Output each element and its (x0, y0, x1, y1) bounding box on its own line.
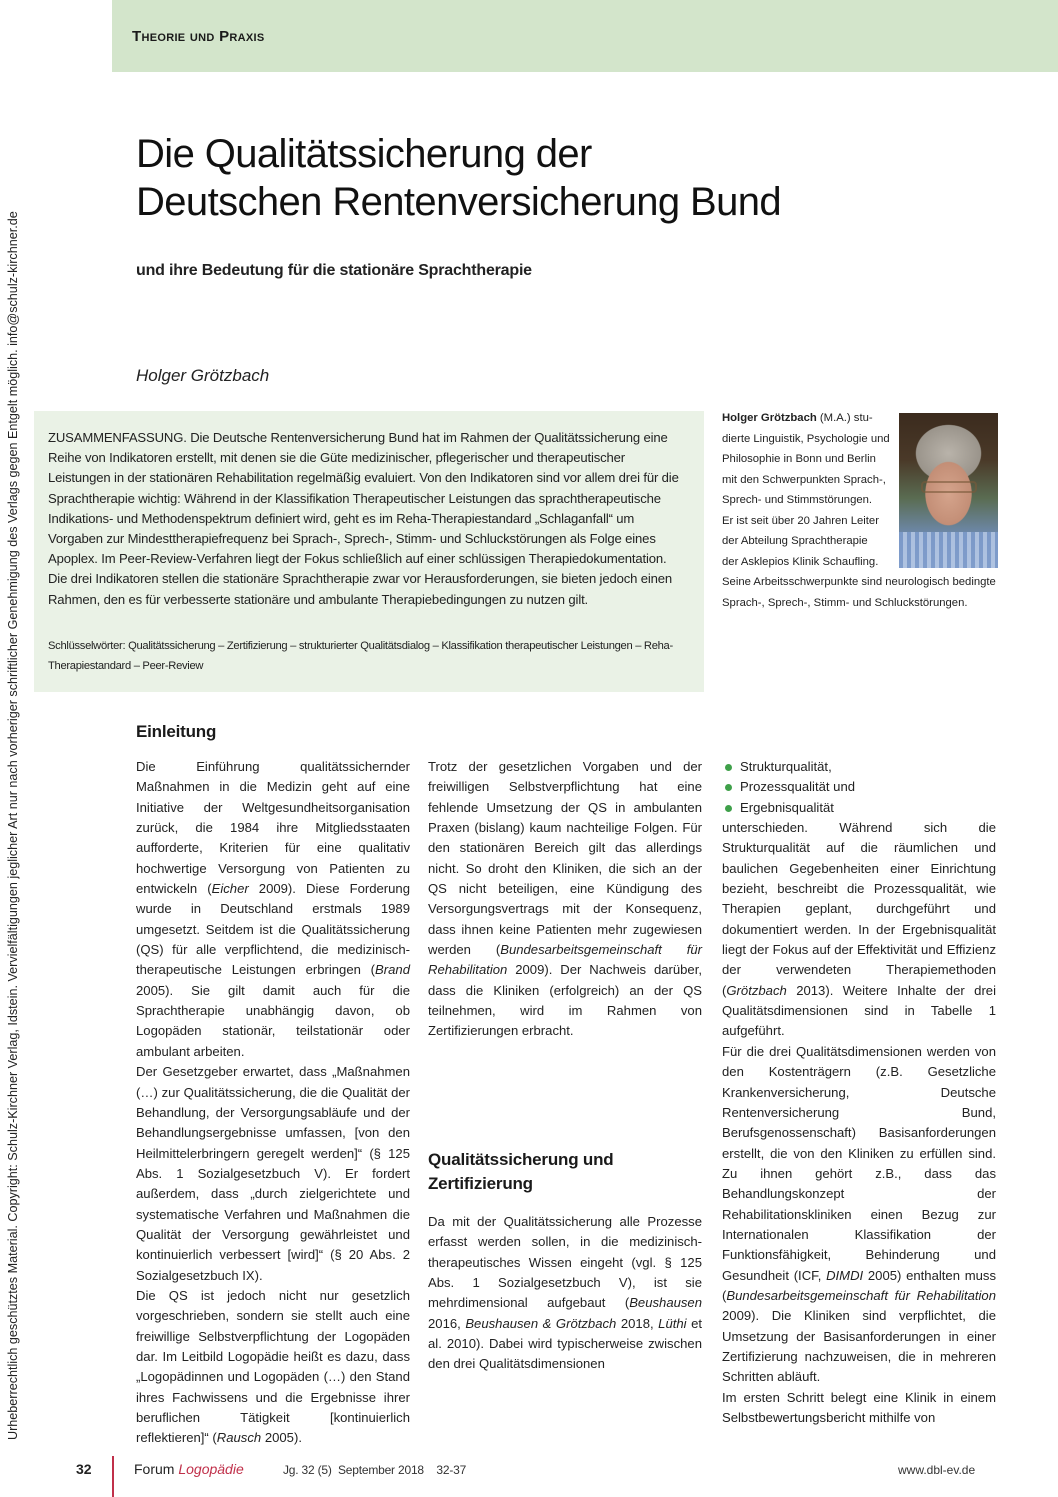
list-item: Ergebnisqualität (722, 798, 996, 818)
column-3 (722, 757, 996, 1428)
bullet-icon (725, 784, 732, 791)
bio-line: dierte Linguistik, Psychologie und (722, 432, 890, 445)
paragraph: Trotz der gesetzlichen Vorgaben und der freiwilligen Selbstverpflichtung hat eine fehlende Umsetzung der QS in ambulanten Praxen (bislang) kaum nachteilige Folgen. Für den stationären Bereich gilt das allerdings nicht. So droht den Kliniken, die sich an der QS nicht beteiligen, eine Kündigung des Versorgungsvertrags mit der Konsequenz, dass ihnen keine Patienten mehr zugewiesen werden (Bundesarbeitsgemeinschaft für Rehabilitation 2009). Der Nachweis darüber, dass die Kliniken (erfolgreich) an der QS teilnehmen, wird im Rahmen von Zertifizierungen erbracht. (428, 759, 702, 1039)
list-item: Prozessqualität und (722, 777, 996, 797)
bio-line: Er ist seit über 20 Jahren Leiter (722, 514, 879, 527)
title-line-1: Die Qualitätssicherung der (136, 132, 592, 176)
citation: Beushausen (629, 1295, 702, 1311)
bio-line: Sprech- und Stimmstörungen. (722, 494, 873, 506)
keywords: Schlüsselwörter: Qualitätssicherung – Zertifizierung – strukturierter Qualitätsdialog – Klassifikation therapeutischer Leistungen – Reha-Therapiestandard – Peer-Review (48, 640, 673, 672)
bullet-icon (725, 805, 732, 812)
article-author: Holger Grötzbach (136, 366, 270, 385)
photo-shirt-detail (899, 532, 998, 568)
paragraph: Der Gesetzgeber erwartet, dass „Maßnahmen (…) zur Qualitätssicherung, die die Qualität der Behandlung, der Versorgungsabläufe und der Behandlungsergebnisse umfassen, [von den Heilmittelerbringern geregelt werden]“ (§ 125 Abs. 1 Sozialgesetzbuch V). Er fordert außerdem, dass „durch zielgerichtete und systematische Verfahren und Maßnahmen die Qualität der Versorgung gewährleistet und kontinuierlich verbessert [wird]“ (§ 20 Abs. 2 Sozialgesetzbuch IX). (136, 1064, 410, 1283)
abstract-text: ZUSAMMENFASSUNG. Die Deutsche Rentenversicherung Bund hat im Rahmen der Qualitätssicherung eine Reihe von Indikatoren erstellt, mit denen sie die Güte medizinischer, pflegerischer und therapeutischer Leistungen in der stationären Rehabilitation regelmäßig evaluiert. Von den Indikatoren sind vor allem drei für die Sprachtherapie wichtig: Während in der Klassifikation Therapeutischer Leistungen das sprachtherapeutische Indikations- und Methodenspektrum definiert wird, geht es im Reha-Therapiestandard „Schlaganfall“ um Vorgaben zur Mindesttherapiefrequenz bei Sprach-, Sprech-, Stimm- und Schluckstörungen als Folge eines Apoplex. Im Peer-Review-Verfahren liegt der Fokus schließlich auf einer schlüssigen Therapiedokumentation. Die drei Indikatoren stellen die stationäre Sprachtherapie zwar vor Herausforderungen, sie bieten jedoch einen Rahmen, den es für verbesserte stationäre und ambulante Therapiebedingungen zu nutzen gilt. (48, 430, 679, 607)
section-label: Theorie und Praxis (132, 28, 265, 45)
citation: Beushausen & Grötzbach (465, 1315, 617, 1331)
citation: DIMDI (826, 1267, 864, 1283)
list-item: Strukturqualität, (722, 757, 996, 777)
quality-dimensions-list (722, 757, 996, 818)
bullet-icon (725, 764, 732, 771)
citation: Bundesarbeitsgemeinschaft für Rehabilitation (428, 942, 702, 978)
bio-name: Holger Grötzbach (722, 412, 817, 424)
page-number: 32 (76, 1461, 92, 1477)
heading-einleitung: Einleitung (136, 722, 217, 741)
citation: Grötzbach (726, 982, 787, 998)
bio-line: der Asklepios Klinik Schaufling. (722, 555, 879, 568)
citation: Brand (375, 962, 410, 978)
citation: Eicher (211, 881, 249, 897)
photo-glasses-detail (921, 481, 977, 493)
bio-line: Holger Grötzbach (M.A.) stu- (722, 412, 873, 424)
title-line-2: Deutschen Rentenversicherung Bund (136, 180, 782, 224)
author-photo (899, 413, 998, 568)
issue-info: Jg. 32 (5) September 2018 32-37 (283, 1463, 467, 1477)
journal-name-accent: Logopädie (178, 1461, 244, 1477)
journal-name: Forum Logopädie (134, 1461, 244, 1477)
footer-divider (112, 1456, 114, 1497)
article-subtitle: und ihre Bedeutung für die stationäre Sprachtherapie (136, 262, 532, 279)
citation: Lüthi (658, 1315, 687, 1331)
copyright-notice: Urheberrechtlich geschütztes Material. Copyright: Schulz-Kirchner Verlag, Idstein. Vervielfältigungen jeglicher Art nur nach vorheriger schriftlicher Genehmigung des Verlags gegen Entgelt möglich. info@schulz-kirchner.de (6, 211, 20, 1440)
paragraph: Im ersten Schritt belegt eine Klinik in einem Selbstbewertungsbericht mithilfe von (722, 1389, 996, 1425)
paragraph: Die Einführung qualitätssichernder Maßnahmen in die Medizin geht auf eine Initiative der Weltgesundheitsorganisation zurück, die 1984 ihre Mitgliedsstaaten aufforderte, Kriterien für eine qualitativ hochwertige Versorgung von Patienten zu entwickeln (Eicher 2009). Diese Forderung wurde in Deutschland erstmals 1989 umgesetzt. Seitdem ist die Qualitätssicherung (QS) für alle verpflichtend, die medizinisch-therapeutische Leistungen erbringen (Brand 2005). Sie gilt damit auch für die Sprachtherapie unabhängig davon, ob Logopäden stationär, teilstationär oder ambulant arbeiten. (136, 759, 410, 1059)
paragraph: Da mit der Qualitätssicherung alle Prozesse erfasst werden sollen, in die medizinisch-therapeutisches Wissen eingeht (vgl. § 125 Abs. 1 Sozialgesetzbuch V), ist sie mehrdimensional aufgebaut (Beushausen 2016, Beushausen & Grötzbach 2018, Lüthi et al. 2010). Dabei wird typischerweise zwischen den drei Qualitätsdimensionen (428, 1214, 703, 1372)
column-2 (428, 757, 702, 1042)
column-2-lower (428, 1212, 702, 1375)
paragraph: Für die drei Qualitätsdimensionen werden von den Kostenträgern (z.B. Gesetzliche Krankenversicherung, Deutsche Rentenversicherung Bund, Berufsgenossenschaft) Basisanforderungen erstellt, die von den Kliniken zu erfüllen sind. Zu ihnen gehört z.B., dass das Behandlungskonzept der Rehabilitationskliniken einen Bezug zur Internationalen Klassifikation der Funktionsfähigkeit, Behinderung und Gesundheit (ICF, DIMDI 2005) enthalten muss (Bundesarbeitsgemeinschaft für Rehabilitation 2009). Die Kliniken sind verpflichtet, die Umsetzung der Basisanforderungen in einer Zertifizierung nachzuweisen, die in mehreren Schritten abläuft. (722, 1043, 996, 1385)
bio-line: Philosophie in Bonn und Berlin (722, 453, 876, 465)
paragraph: unterschieden. Während sich die Strukturqualität auf die räumlichen und baulichen Gegebenheiten einer Einrichtung bezieht, beschreibt die Prozessqualität, wie Therapien geplant, durchgeführt und dokumentiert werden. In der Ergebnisqualität liegt der Fokus auf der Effektivität und Effizienz der verwendeten Therapiemethoden (Grötzbach 2013). Weitere Inhalte der drei Qualitätsdimensionen sind in Tabelle 1 aufgeführt. (722, 820, 996, 1039)
article-title (136, 130, 836, 226)
website-url[interactable]: www.dbl-ev.de (898, 1463, 976, 1477)
citation: Bundesarbeitsgemeinschaft für Rehabilitation (726, 1287, 996, 1303)
bio-line: Seine Arbeitsschwerpunkte sind neurologisch bedingte (722, 576, 996, 588)
bio-line: der Abteilung Sprachtherapie (722, 535, 868, 547)
bio-line: mit den Schwerpunkten Sprach-, (722, 473, 886, 486)
citation: Rausch (216, 1430, 262, 1446)
heading-qs-zertifizierung: Qualitätssicherung und Zertifizierung (428, 1150, 614, 1193)
column-1 (136, 757, 410, 1449)
paragraph: Die QS ist jedoch nicht nur gesetzlich vorgeschrieben, sondern sie stellt auch eine freiwillige Selbstverpflichtung der Logopäden dar. Im Leitbild Logopädie heißt es dazu, dass „Logopädinnen und Logopäden (…) den Stand ihres Fachwissens und die Ergebnisse ihrer beruflichen Tätigkeit [kontinuierlich reflektieren]“ (Rausch 2005). (136, 1287, 410, 1446)
bio-line: Sprach-, Sprech-, Stimm- und Schluckstörungen. (722, 596, 968, 609)
